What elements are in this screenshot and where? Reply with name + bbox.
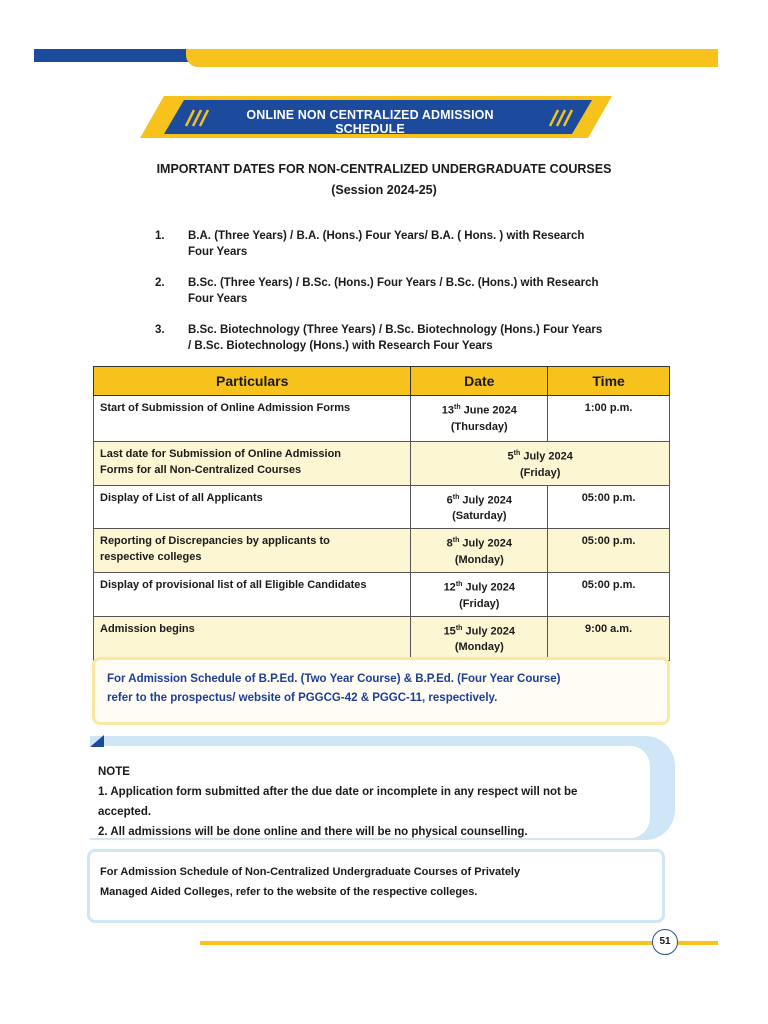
top-decor-bar-yellow [186,49,718,67]
table-row [94,572,670,616]
table-row [94,616,670,660]
header-time: Time [548,367,670,396]
course-text: Four Years [188,246,248,258]
bped-note-text: refer to the prospectus/ website of PGGCG-42 & PGGC-11, respectively. [107,692,498,704]
course-item-2 [155,275,655,309]
course-number: 2. [155,277,165,289]
course-item-1 [155,228,655,262]
course-text: B.Sc. (Three Years) / B.Sc. (Hons.) Four Years / B.Sc. (Hons.) with Research [188,277,599,289]
row-particular: Display of provisional list of all Eligible Candidates [94,572,411,616]
row-particular: Last date for Submission of Online Admission Forms for all Non-Centralized Courses [94,442,411,486]
header-particulars: Particulars [94,367,411,396]
table-row [94,442,670,486]
row-time: 05:00 p.m. [548,485,670,529]
header-date: Date [411,367,548,396]
course-text: B.Sc. Biotechnology (Three Years) / B.Sc. Biotechnology (Hons.) Four Years [188,324,603,336]
schedule-table [93,366,670,661]
row-date: 13th June 2024 (Thursday) [411,396,548,442]
table-header-row [94,367,670,396]
bottom-decor-bar [200,941,718,945]
page-number: 51 [652,929,678,955]
note-title: NOTE [98,766,130,778]
row-date: 12th July 2024 (Friday) [411,572,548,616]
row-time: 1:00 p.m. [548,396,670,442]
row-time: 05:00 p.m. [548,529,670,573]
row-particular: Admission begins [94,616,411,660]
course-text: B.A. (Three Years) / B.A. (Hons.) Four Years/ B.A. ( Hons. ) with Research [188,230,585,242]
table-row [94,485,670,529]
row-particular: Start of Submission of Online Admission Forms [94,396,411,442]
bped-note-box [92,657,670,725]
banner-title: ONLINE NON CENTRALIZED ADMISSION SCHEDULE [246,108,494,136]
course-number: 1. [155,230,165,242]
row-time: 05:00 p.m. [548,572,670,616]
row-date: 15th July 2024 (Monday) [411,616,548,660]
private-colleges-note-box [87,849,665,923]
note-item-2: 2. All admissions will be done online and there will be no physical counselling. [98,826,528,838]
course-item-3 [155,322,655,356]
table-row [94,396,670,442]
course-text: / B.Sc. Biotechnology (Hons.) with Research Four Years [188,340,493,352]
session-label: (Session 2024-25) [331,183,437,197]
schedule-banner [140,96,612,138]
private-note-text: Managed Aided Colleges, refer to the website of the respective colleges. [100,886,478,898]
row-particular: Reporting of Discrepancies by applicants to respective colleges [94,529,411,573]
course-number: 3. [155,324,165,336]
private-note-text: For Admission Schedule of Non-Centralized Undergraduate Courses of Privately [100,866,521,878]
note-box [90,736,675,840]
bped-note-text: For Admission Schedule of B.P.Ed. (Two Year Course) & B.P.Ed. (Four Year Course) [107,673,561,685]
row-time: 9:00 a.m. [548,616,670,660]
row-date: 5th July 2024 (Friday) [411,442,670,486]
note-corner-triangle [90,735,104,747]
page-heading: IMPORTANT DATES FOR NON-CENTRALIZED UNDERGRADUATE COURSES [156,162,612,176]
top-decor-bar-blue [34,49,194,62]
row-particular: Display of List of all Applicants [94,485,411,529]
table-row [94,529,670,573]
row-date: 8th July 2024 (Monday) [411,529,548,573]
row-date: 6th July 2024 (Saturday) [411,485,548,529]
note-item-1: 1. Application form submitted after the due date or incomplete in any respect will not be [98,786,578,798]
course-text: Four Years [188,293,248,305]
note-item-1-cont: accepted. [98,806,152,818]
